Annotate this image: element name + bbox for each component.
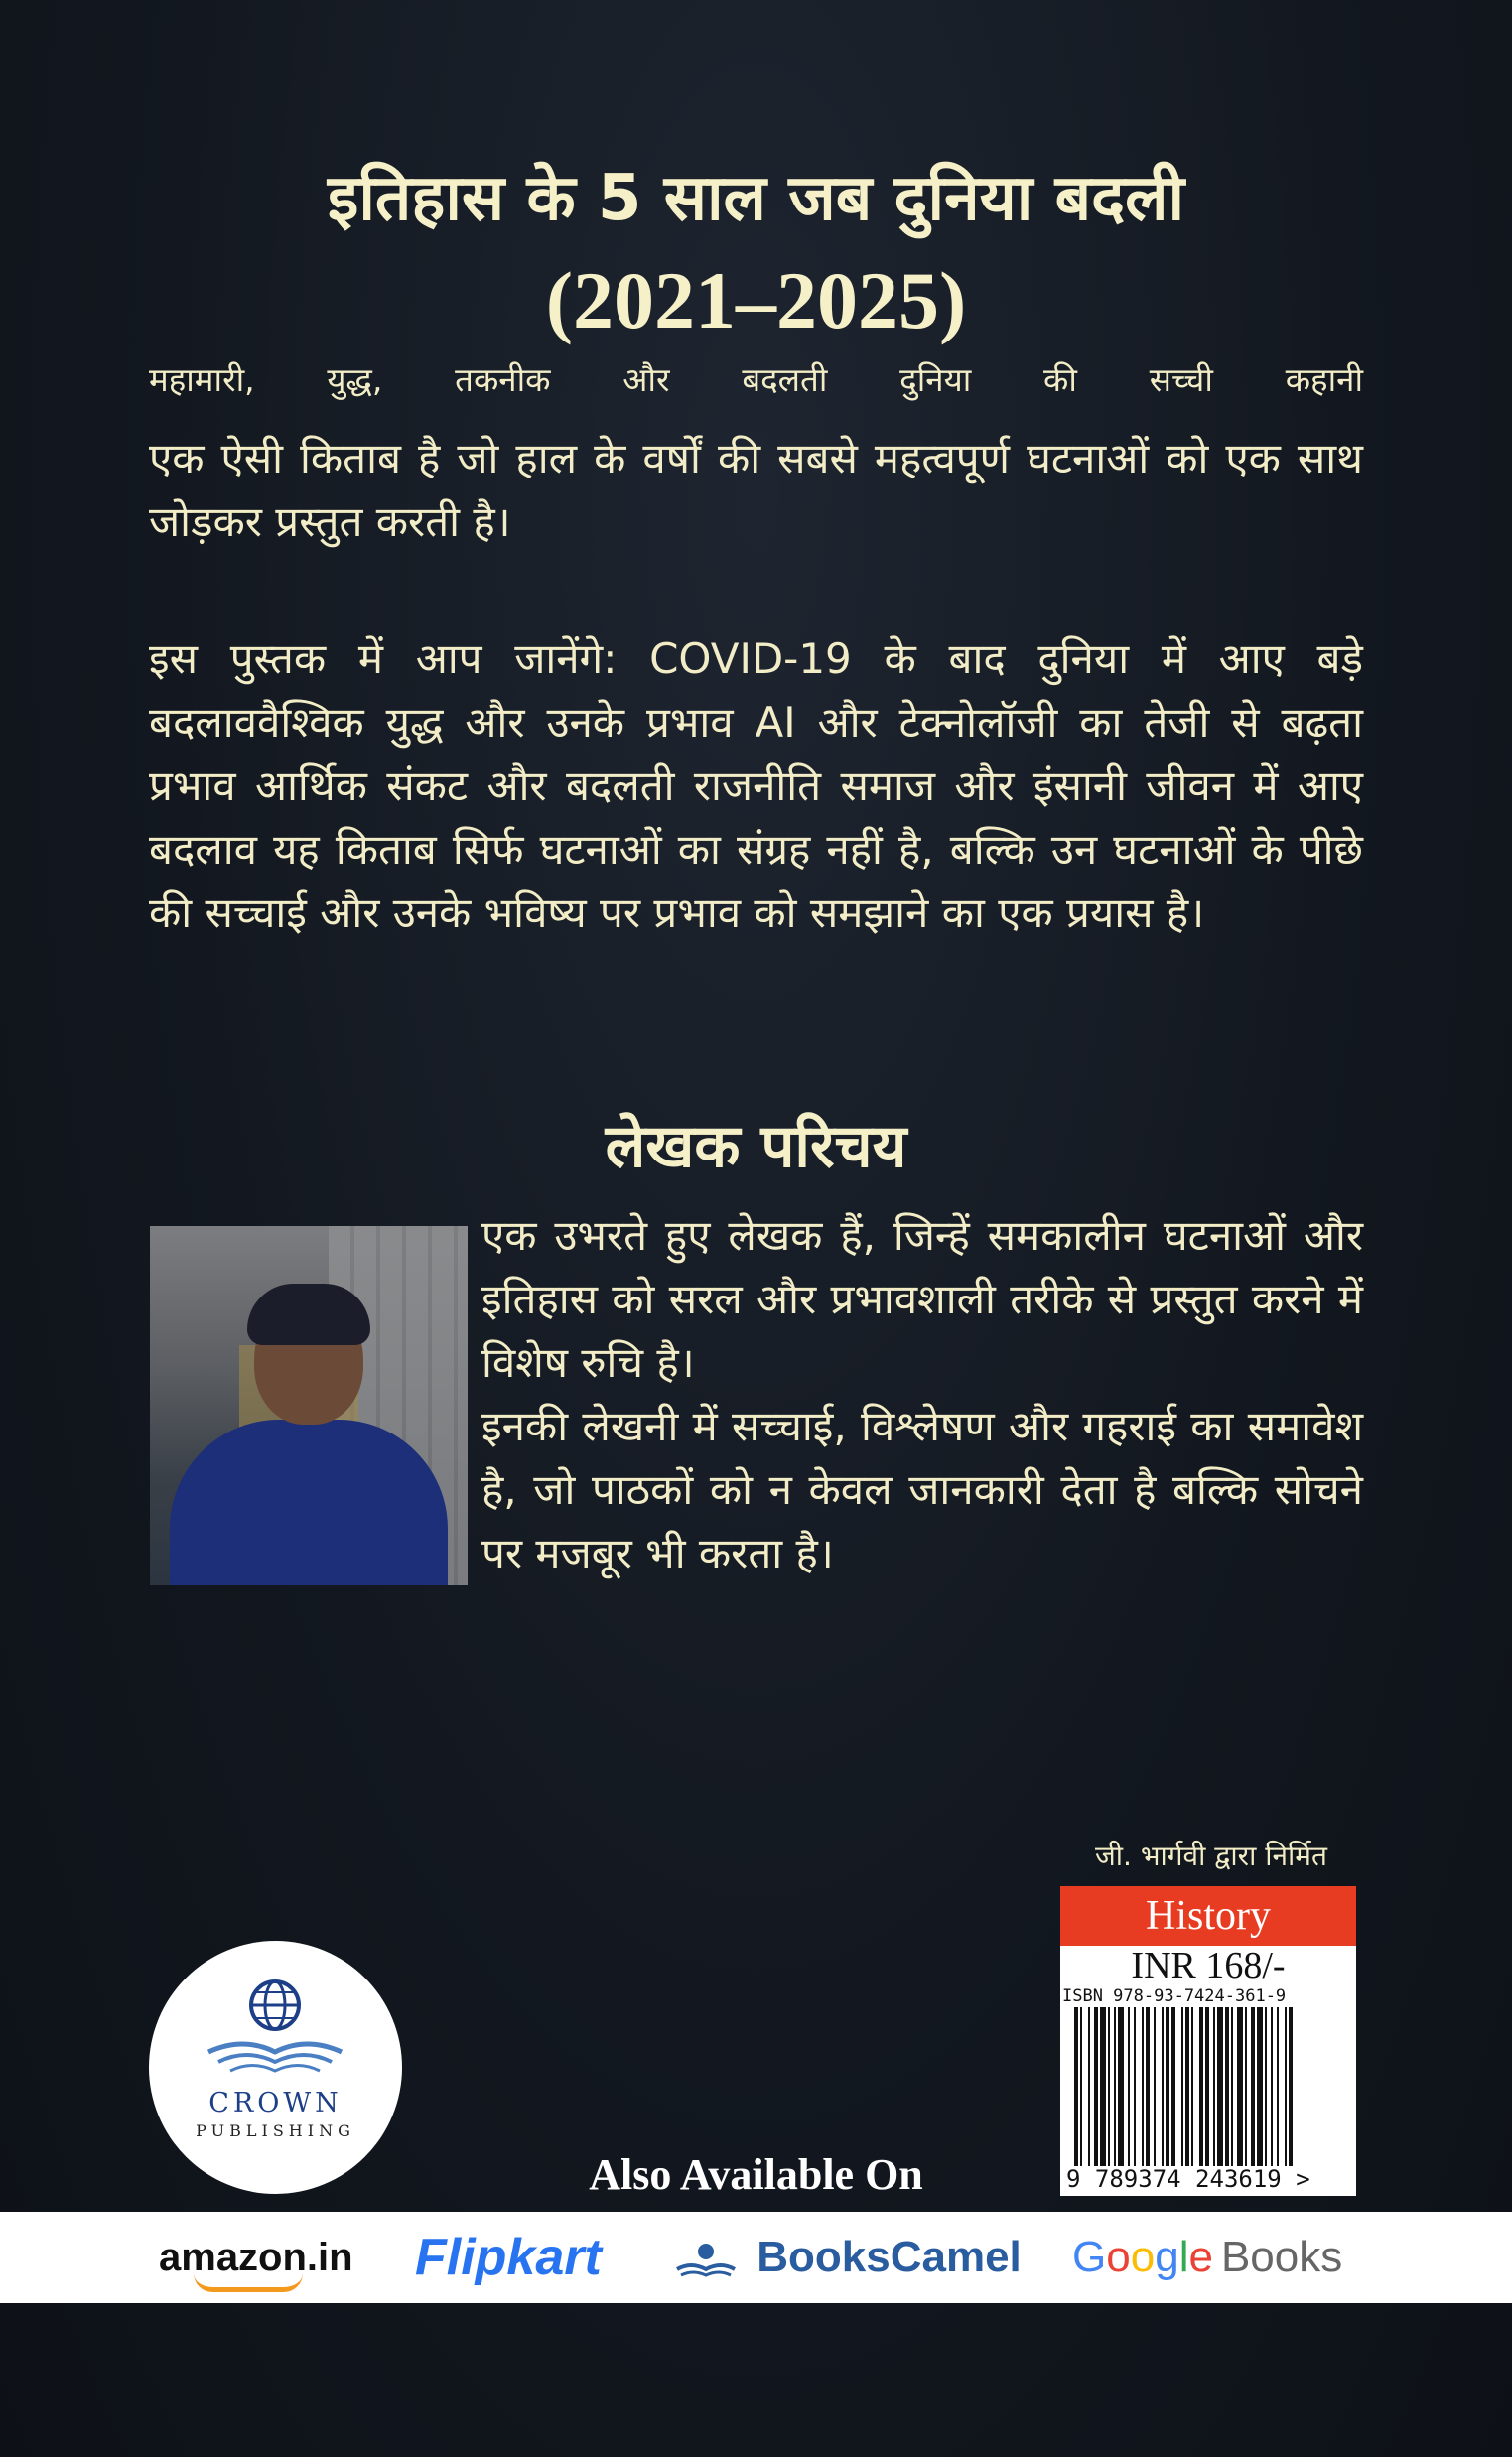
barcode-bar <box>1213 2007 1215 2166</box>
intro-paragraph: एक ऐसी किताब है जो हाल के वर्षों की सबसे महत्वपूर्ण घटनाओं को एक साथ जोड़कर प्रस्तुत करती है। <box>149 434 1363 546</box>
google-letter: o <box>1130 2233 1156 2281</box>
barcode-bar <box>1134 2007 1136 2166</box>
barcode-bar <box>1146 2007 1150 2166</box>
google-letter: g <box>1155 2233 1179 2281</box>
author-bio <box>481 1204 1363 1585</box>
barcode-bar <box>1289 2007 1293 2166</box>
barcode-bar <box>1271 2007 1273 2166</box>
google-letter: l <box>1178 2233 1189 2281</box>
barcode-icon <box>1068 2007 1348 2166</box>
amazon-smile-icon <box>194 2273 303 2292</box>
book-subtitle: महामारी, युद्ध, तकनीक और बदलती दुनिया की सच्ची कहानी <box>149 360 1363 399</box>
open-book-icon <box>675 2240 737 2279</box>
barcode-bar <box>1181 2007 1183 2166</box>
barcode-bar <box>1251 2007 1255 2166</box>
author-photo <box>150 1226 468 1585</box>
book-years: (2021–2025) <box>545 255 967 345</box>
book-title: इतिहास के 5 साल जब दुनिया बदली <box>327 162 1185 235</box>
bookscamel-logo <box>675 2212 1022 2303</box>
barcode-bar <box>1277 2007 1279 2166</box>
barcode-bar <box>1162 2007 1164 2166</box>
designer-credit: जी. भार्गवी द्वारा निर्मित <box>1095 1840 1327 1872</box>
author-bio-2: इनकी लेखनी में सच्चाई, विश्लेषण और गहराई का समावेश है, जो पाठकों को न केवल जानकारी देता है बल्कि सोचने पर मजबूर भी करता है। <box>481 1402 1363 1577</box>
barcode-bar <box>1166 2007 1169 2166</box>
publisher-name: CROWN <box>208 2088 343 2118</box>
price-label: INR 168/- <box>1131 1945 1286 1986</box>
google-books-logo <box>1072 2212 1342 2303</box>
barcode-bar <box>1118 2007 1124 2166</box>
barcode-bar <box>1217 2007 1223 2166</box>
amazon-logo <box>159 2212 353 2303</box>
category-label: History <box>1060 1886 1356 1946</box>
barcode-bar <box>1128 2007 1130 2166</box>
barcode-bar <box>1237 2007 1243 2166</box>
isbn-label: ISBN 978-93-7424-361-9 <box>1062 1986 1287 2006</box>
also-available-heading: Also Available On <box>589 2150 923 2199</box>
barcode-bar <box>1185 2007 1189 2166</box>
barcode-bar <box>1199 2007 1203 2166</box>
barcode-bar <box>1245 2007 1247 2166</box>
author-heading: लेखक परिचय <box>605 1112 907 1181</box>
google-letter: G <box>1072 2233 1107 2281</box>
barcode-bar <box>1205 2007 1209 2166</box>
barcode-bar <box>1191 2007 1193 2166</box>
google-letter: e <box>1188 2233 1213 2281</box>
barcode-bar <box>1074 2007 1078 2166</box>
barcode-bar <box>1100 2007 1106 2166</box>
barcode-bar <box>1225 2007 1229 2166</box>
publisher-tagline: PUBLISHING <box>196 2121 355 2140</box>
barcode-bar <box>1231 2007 1233 2166</box>
barcode-bar <box>1257 2007 1263 2166</box>
barcode-bar <box>1171 2007 1175 2166</box>
barcode-bar <box>1154 2007 1156 2166</box>
barcode-bar <box>1285 2007 1287 2166</box>
barcode-bar <box>1265 2007 1267 2166</box>
barcode-bar <box>1108 2007 1110 2166</box>
barcode-bar <box>1088 2007 1090 2166</box>
store-logos-bar <box>0 2212 1512 2303</box>
barcode-digits: 9 789374 243619 > <box>1066 2165 1310 2193</box>
flipkart-logo: Flipkart <box>415 2229 602 2286</box>
barcode-bar <box>1080 2007 1082 2166</box>
amazon-label: amazon.in <box>159 2236 353 2279</box>
barcode-bar <box>1094 2007 1098 2166</box>
google-books-label: Books <box>1220 2233 1343 2281</box>
google-letter: o <box>1106 2233 1131 2281</box>
author-bio-1: एक उभरते हुए लेखक हैं, जिन्हें समकालीन घटनाओं और इतिहास को सरल और प्रभावशाली तरीके से प्रस्तुत करने में विशेष रुचि है। <box>481 1211 1363 1387</box>
description-paragraph: इस पुस्तक में आप जानेंगे: COVID-19 के बाद दुनिया में आए बड़े बदलाववैश्विक युद्ध और उनके प्रभाव AI और टेक्नोलॉजी का तेजी से बढ़ता प्रभाव आर्थिक संकट और बदलती राजनीति समाज और इंसानी जीवन में आए बदलाव यह किताब सिर्फ घटनाओं का संग्रह नहीं है, बल्कि उन घटनाओं के पीछे की सच्चाई और उनके भविष्य पर प्रभाव को समझाने का एक प्रयास है। <box>149 634 1363 937</box>
bookscamel-label: BooksCamel <box>756 2233 1022 2281</box>
barcode-bar <box>1142 2007 1144 2166</box>
globe-book-icon <box>149 1941 402 2090</box>
barcode-bar <box>1114 2007 1116 2166</box>
